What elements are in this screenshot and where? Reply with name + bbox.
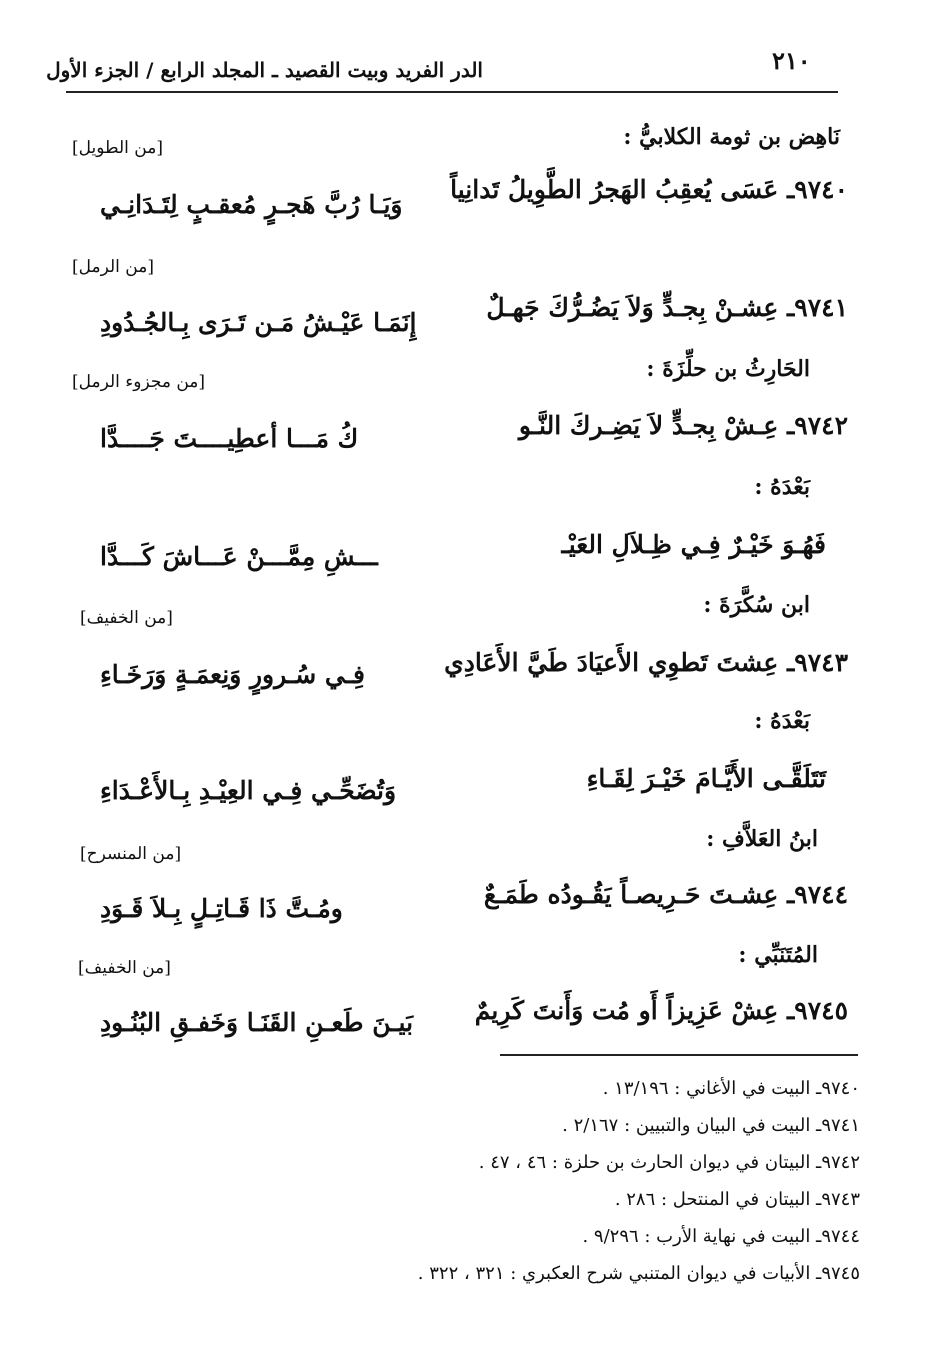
- verse-second-hemistich: إِنَمَـا عَيْـشُ مَـن تَـرَى بِـالجُـدُودِ: [100, 308, 417, 337]
- page-number: ٢١٠: [772, 46, 811, 75]
- meter-label: [من مجزوء الرمل]: [72, 372, 206, 392]
- meter-label: [من الخفيف]: [80, 608, 173, 628]
- poet-name: نَاهِض بن ثومة الكلابيُّ :: [623, 124, 840, 150]
- footnote: ٩٧٤١ـ البيت في البيان والتبيين : ٢/١٦٧ .: [562, 1115, 860, 1136]
- meter-label: [من الطويل]: [72, 138, 163, 158]
- footnote: ٩٧٤٠ـ البيت في الأغاني : ١٣/١٩٦ .: [602, 1078, 860, 1099]
- continuation-label: بَعْدَهُ :: [754, 708, 810, 734]
- footnote-rule: [500, 1054, 858, 1056]
- footnote: ٩٧٤٣ـ البيتان في المنتحل : ٢٨٦ .: [614, 1189, 860, 1210]
- continuation-label: بَعْدَهُ :: [754, 474, 810, 500]
- header-rule: [66, 91, 838, 93]
- footnote: ٩٧٤٢ـ البيتان في ديوان الحارث بن حلزة : ٤٦ ، ٤٧ .: [478, 1152, 860, 1173]
- verse-first-hemistich: ٩٧٤٣ـ عِشتَ تَطوِي الأَعيَادَ طَيَّ الأَعَادِي: [444, 648, 848, 677]
- footnote: ٩٧٤٤ـ البيت في نهاية الأرب : ٩/٢٩٦ .: [582, 1226, 860, 1247]
- poet-name: الحَارِثُ بن حلِّزَةَ :: [646, 356, 810, 382]
- verse-first-hemistich: ٩٧٤٠ـ عَسَى يُعقِبُ الهَجرُ الطَّوِيلُ تَدانِياً: [450, 175, 848, 204]
- verse-second-hemistich: ومُـتَّ ذَا قَـاتِـلٍ بِـلاَ قَـوَدِ: [100, 894, 343, 923]
- verse-first-hemistich: تَتَلَقَّـى الأَيَّـامَ خَيْـرَ لِقَـاءِ: [586, 764, 826, 793]
- verse-second-hemistich: ـــشِ مِمَّـــنْ عَـــاشَ كَـــدَّا: [100, 542, 378, 571]
- verse-first-hemistich: ٩٧٤٤ـ عِشـتَ حَـرِيصـاً يَقُـودُه طَمَـعٌ: [483, 880, 848, 909]
- verse-first-hemistich: ٩٧٤٥ـ عِشْ عَزِيزاً أَو مُت وَأَنتَ كَرِيمٌ: [474, 996, 848, 1025]
- meter-label: [من المنسرح]: [80, 844, 182, 864]
- poet-name: ابنُ العَلاَّفِ :: [706, 826, 818, 852]
- meter-label: [من الخفيف]: [78, 958, 171, 978]
- verse-second-hemistich: كُ مَـــا أعطِيــــتَ جَــــدَّا: [100, 424, 359, 453]
- verse-second-hemistich: فِـي سُـرورٍ وَنِعمَـةٍ وَرَخَـاءِ: [100, 660, 366, 689]
- verse-first-hemistich: ٩٧٤٢ـ عِـشْ بِجـدٍّ لاَ يَضِـركَ النَّـو: [518, 411, 848, 440]
- meter-label: [من الرمل]: [72, 257, 154, 277]
- verse-second-hemistich: وَتُضَحِّـي فِـي العِيْـدِ بِـالأَعْـدَاءِ: [100, 776, 397, 805]
- running-header-title: الدر الفريد وبيت القصيد ـ المجلد الرابع / الجزء الأول: [46, 58, 483, 82]
- verse-first-hemistich: فَهُـوَ خَيْـرٌ فِـي ظِـلاَلِ العَيْـ: [561, 530, 826, 559]
- poet-name: ابن سُكَّرَةَ :: [703, 592, 810, 618]
- verse-second-hemistich: بَيـنَ طَعـنِ القَنَـا وَخَفـقِ البُنُـودِ: [100, 1008, 414, 1037]
- poet-name: المُتَنَبِّي :: [738, 942, 818, 968]
- verse-first-hemistich: ٩٧٤١ـ عِشـنْ بِجـدٍّ وَلاَ يَضُـرُّكَ جَهـلٌ: [486, 293, 848, 322]
- footnote: ٩٧٤٥ـ الأبيات في ديوان المتنبي شرح العكبري : ٣٢١ ، ٣٢٢ .: [417, 1263, 860, 1284]
- verse-second-hemistich: وَيَـا رُبَّ هَجـرٍ مُعقـبٍ لِتَـدَانِـي: [100, 190, 403, 219]
